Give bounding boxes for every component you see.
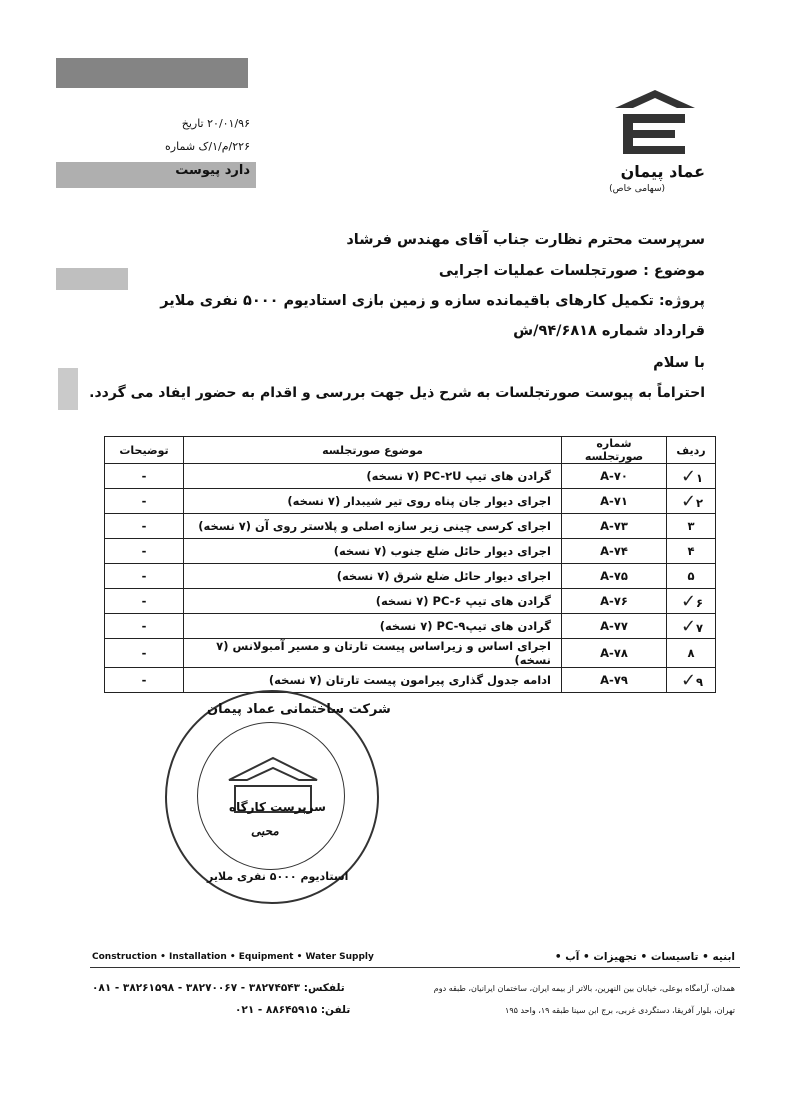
footer-address-2: تهران، بلوار آفریقا، دستگردی غربی، برج ابن سینا طبقه ۱۹، واحد ۱۹۵ — [505, 1006, 735, 1015]
row-index-cell — [667, 539, 716, 564]
minutes-number: A-۷۸ — [562, 639, 667, 668]
minutes-notes: - — [105, 489, 184, 514]
checkmark-icon: ✓ — [680, 669, 697, 691]
row-index-cell — [667, 589, 716, 614]
letter-number: ۲۲۶/م/۱/ک شماره — [165, 140, 250, 153]
row-index: ۸ — [687, 646, 695, 660]
greeting: با سلام — [653, 355, 705, 371]
header-row-number: ردیف — [667, 437, 716, 464]
row-index-cell — [667, 668, 716, 693]
table-row — [105, 489, 716, 514]
minutes-subject: اجرای دیوار جان پناه روی تیر شیبدار (۷ نسخه) — [184, 489, 562, 514]
minutes-table — [104, 436, 716, 693]
footer-phone-2: تلفن: ۸۸۶۴۵۹۱۵ - ۰۲۱ — [235, 1004, 351, 1016]
footer-phone-1: تلفکس: ۳۸۲۷۴۵۴۳ - ۳۸۲۷۰۰۶۷ - ۳۸۲۶۱۵۹۸ - ۰۸۱ — [92, 982, 345, 994]
minutes-subject: اجرای دیوار حائل ضلع جنوب (۷ نسخه) — [184, 539, 562, 564]
contract-line: قرارداد شماره ۹۴/۶۸۱۸/ش — [513, 323, 705, 339]
table-body — [105, 464, 716, 693]
table-row — [105, 564, 716, 589]
footer-address-1: همدان، آرامگاه بوعلی، خیابان بین النهرین، بالاتر از بیمه ایران، ساختمان ایرانیان، طبقه دوم — [433, 984, 735, 993]
minutes-notes: - — [105, 668, 184, 693]
minutes-number: A-۷۵ — [562, 564, 667, 589]
table-row — [105, 464, 716, 489]
header-minutes-number: شماره صورتجلسه — [562, 437, 667, 464]
row-index-cell — [667, 464, 716, 489]
row-index: ۵ — [687, 569, 695, 583]
minutes-notes: - — [105, 464, 184, 489]
stamp-signature: محبی — [251, 824, 279, 838]
minutes-number: A-۷۹ — [562, 668, 667, 693]
letter-attachment: دارد پیوست — [175, 163, 250, 178]
minutes-subject: گرادن های تیپ PC-۲U (۷ نسخه) — [184, 464, 562, 489]
minutes-notes: - — [105, 514, 184, 539]
redaction-bar-top — [56, 58, 248, 88]
row-index: ۶ — [696, 595, 704, 610]
table-row — [105, 668, 716, 693]
company-stamp — [165, 690, 391, 904]
company-logo — [615, 90, 695, 160]
project-line: پروژه: تکمیل کارهای باقیمانده سازه و زمین بازی استادیوم ۵۰۰۰ نفری ملایر — [160, 293, 705, 309]
stamp-bottom-text: استادیوم ۵۰۰۰ نفری ملایر — [207, 870, 349, 883]
table-row — [105, 589, 716, 614]
minutes-notes: - — [105, 539, 184, 564]
row-index-cell — [667, 489, 716, 514]
row-index: ۱ — [696, 470, 704, 485]
scan-smudge-left — [56, 268, 128, 290]
minutes-number: A-۷۳ — [562, 514, 667, 539]
table-row — [105, 539, 716, 564]
minutes-notes: - — [105, 589, 184, 614]
row-index: ۳ — [687, 519, 695, 533]
footer-services-persian: ابنیه • تاسیسات • تجهیزات • آب • — [554, 951, 735, 963]
row-index: ۴ — [687, 544, 695, 558]
checkmark-icon: ✓ — [680, 490, 697, 512]
minutes-subject: گرادن های تیپPC-۹ (۷ نسخه) — [184, 614, 562, 639]
company-logo-icon — [615, 90, 695, 160]
row-index-cell — [667, 639, 716, 668]
scan-smudge-margin — [58, 368, 78, 410]
minutes-number: A-۷۱ — [562, 489, 667, 514]
minutes-notes: - — [105, 639, 184, 668]
company-name: عماد پیمان — [620, 162, 705, 181]
table-row — [105, 514, 716, 539]
header-notes: توضیحات — [105, 437, 184, 464]
minutes-subject: اجرای اساس و زیراساس پیست تارتان و مسیر آمبولانس (۷ نسخه) — [184, 639, 562, 668]
row-index-cell — [667, 514, 716, 539]
letter-subject: موضوع : صورتجلسات عملیات اجرایی — [438, 263, 705, 279]
row-index-cell — [667, 564, 716, 589]
footer-services-english: Construction • Installation • Equipment • Water Supply — [92, 952, 374, 962]
row-index-cell — [667, 614, 716, 639]
stamp-center-text: سرپرست کارگاه — [229, 800, 326, 814]
footer-divider — [90, 967, 740, 968]
table-row — [105, 614, 716, 639]
row-index: ۹ — [696, 674, 704, 689]
letter-date: ۲۰/۰۱/۹۶ تاریخ — [181, 117, 250, 130]
checkmark-icon: ✓ — [680, 465, 697, 487]
minutes-number: A-۷۴ — [562, 539, 667, 564]
addressee: سرپرست محترم نظارت جناب آقای مهندس فرشاد — [346, 232, 705, 248]
row-index: ۷ — [696, 620, 704, 635]
minutes-subject: گرادن های تیپ PC-۶ (۷ نسخه) — [184, 589, 562, 614]
company-type: (سهامی خاص) — [609, 184, 665, 194]
minutes-notes: - — [105, 614, 184, 639]
body-text: احتراماً به پیوست صورتجلسات به شرح ذیل جهت بررسی و اقدام به حضور ایفاد می گردد. — [89, 385, 705, 401]
minutes-number: A-۷۷ — [562, 614, 667, 639]
table-row — [105, 639, 716, 668]
minutes-number: A-۷۶ — [562, 589, 667, 614]
minutes-number: A-۷۰ — [562, 464, 667, 489]
row-index: ۲ — [696, 495, 704, 510]
checkmark-icon: ✓ — [680, 615, 697, 637]
minutes-notes: - — [105, 564, 184, 589]
minutes-subject: اجرای دیوار حائل ضلع شرق (۷ نسخه) — [184, 564, 562, 589]
stamp-ring-text: شرکت ساختمانی عماد پیمان — [207, 702, 391, 717]
minutes-subject: ادامه جدول گذاری پیرامون پیست تارتان (۷ نسخه) — [184, 668, 562, 693]
checkmark-icon: ✓ — [680, 590, 697, 612]
minutes-subject: اجرای کرسی چینی زیر سازه اصلی و پلاستر روی آن (۷ نسخه) — [184, 514, 562, 539]
header-subject: موضوع صورتجلسه — [184, 437, 562, 464]
table-header-row — [105, 437, 716, 464]
